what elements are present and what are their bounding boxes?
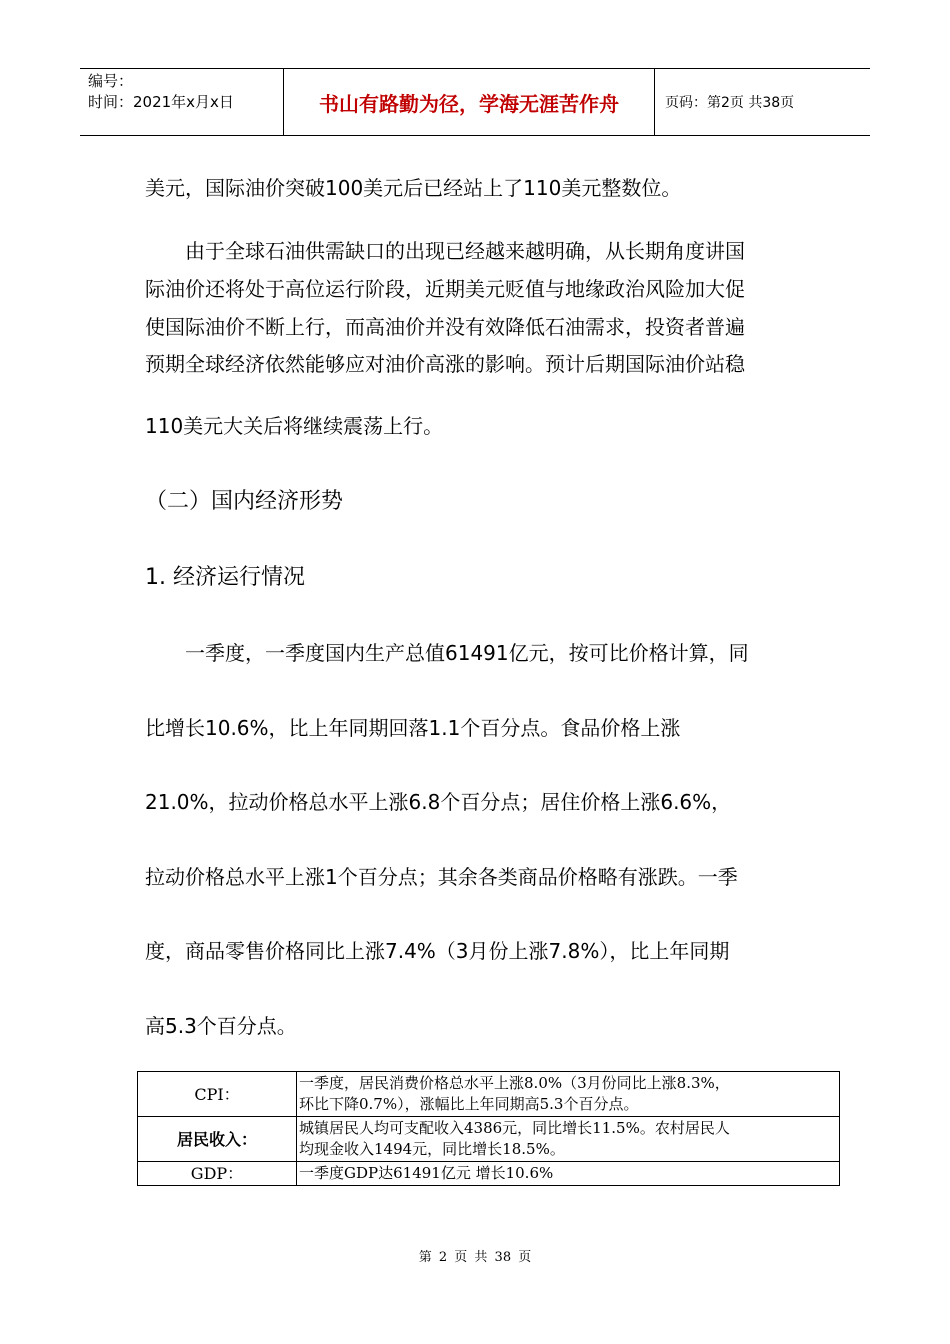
table-value-cpi (297, 1072, 840, 1117)
subsection-heading: 1. 经济运行情况 (145, 565, 305, 590)
table-label-gdp: GDP： (138, 1162, 297, 1186)
paragraph-oil-line-2: 际油价还将处于高位运行阶段，近期美元贬值与地缘政治风险加大促 (145, 277, 745, 301)
economic-indicators-table (137, 1071, 840, 1186)
table-value-line: 一季度，居民消费价格总水平上涨8.0%（3月份同比上涨8.3%， (299, 1074, 730, 1092)
paragraph-economy-line-4: 拉动价格总水平上涨1个百分点；其余各类商品价格略有涨跌。一季 (145, 865, 738, 889)
table-row (138, 1117, 840, 1162)
section-heading: （二）国内经济形势 (145, 489, 344, 514)
paragraph-oil-line-3: 使国际油价不断上行，而高油价并没有效降低石油需求，投资者普遍 (145, 315, 745, 339)
table-value-line: 环比下降0.7%），涨幅比上年同期高5.3个百分点。 (299, 1095, 639, 1113)
header-motto: 书山有路勤为径，学海无涯苦作舟 (283, 69, 655, 135)
document-date: 时间：2021年x月x日 (88, 93, 234, 111)
paragraph-oil-line-5: 110美元大关后将继续震荡上行。 (145, 414, 444, 438)
paragraph-economy-line-3: 21.0%，拉动价格总水平上涨6.8个百分点；居住价格上涨6.6%， (145, 790, 732, 814)
page-header (80, 68, 870, 136)
body-line-continuation: 美元，国际油价突破100美元后已经站上了110美元整数位。 (145, 176, 682, 200)
table-value-line: 城镇居民人均可支配收入4386元，同比增长11.5%。农村居民人 (299, 1119, 730, 1137)
header-page-info: 页码：第2页 共38页 (665, 95, 795, 111)
paragraph-economy-line-6: 高5.3个百分点。 (145, 1014, 297, 1038)
paragraph-economy-line-2: 比增长10.6%，比上年同期回落1.1个百分点。食品价格上涨 (145, 716, 681, 740)
paragraph-oil-line-4: 预期全球经济依然能够应对油价高涨的影响。预计后期国际油价站稳 (145, 352, 745, 376)
table-row (138, 1162, 840, 1186)
paragraph-oil-line-1: 由于全球石油供需缺口的出现已经越来越明确，从长期角度讲国 (145, 239, 745, 263)
paragraph-economy-line-5: 度，商品零售价格同比上涨7.4%（3月份上涨7.8%），比上年同期 (145, 939, 730, 963)
document-number-label: 编号： (88, 72, 134, 90)
header-meta (80, 69, 283, 135)
table-value-line: 均现金收入1494元，同比增长18.5%。 (299, 1140, 565, 1158)
table-label-cpi: CPI： (138, 1072, 297, 1117)
table-value-gdp (297, 1162, 840, 1186)
table-value-income (297, 1117, 840, 1162)
table-row (138, 1072, 840, 1117)
table-value-line: 一季度GDP达61491亿元 增长10.6% (299, 1164, 554, 1182)
page-footer: 第 2 页 共 38 页 (418, 1250, 532, 1265)
table-label-income: 居民收入： (138, 1117, 297, 1162)
paragraph-economy-line-1: 一季度，一季度国内生产总值61491亿元，按可比价格计算，同 (145, 641, 749, 665)
